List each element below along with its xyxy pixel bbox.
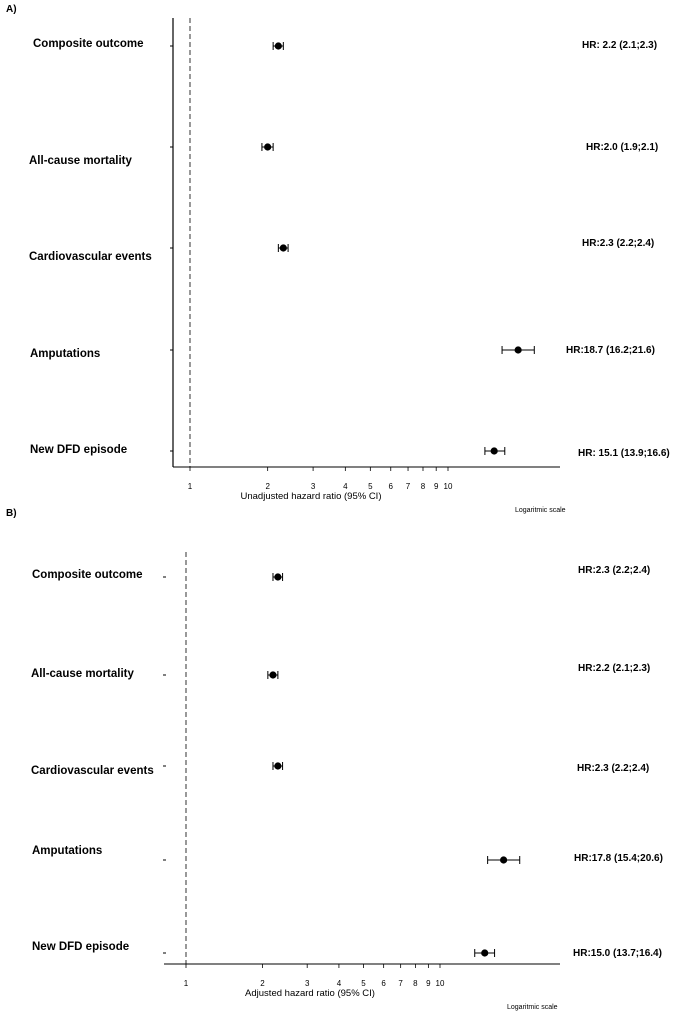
row-label-cardiovascular-events: Cardiovascular events	[29, 251, 152, 263]
x-tick-label: 3	[310, 482, 316, 491]
x-tick-label: 1	[183, 979, 189, 988]
row-label-amputations: Amputations	[32, 845, 103, 857]
x-tick-label: 9	[433, 482, 439, 491]
x-tick-label: 2	[260, 979, 265, 988]
hr-value-all-cause-mortality: HR:2.0 (1.9;2.1)	[586, 142, 659, 153]
hr-point	[274, 762, 281, 769]
x-tick-label: 2	[265, 482, 270, 491]
hr-value-composite-outcome: HR: 2.2 (2.1;2.3)	[582, 40, 658, 51]
x-tick-label: 9	[426, 979, 431, 988]
forest-plot-panel-b	[0, 505, 674, 1015]
hr-value-amputations: HR:17.8 (15.4;20.6)	[574, 853, 663, 864]
row-label-composite-outcome: Composite outcome	[32, 569, 143, 581]
hr-point	[515, 346, 522, 353]
hr-value-cardiovascular-events: HR:2.3 (2.2;2.4)	[582, 238, 655, 249]
x-tick-label: 10	[443, 482, 453, 491]
hr-value-all-cause-mortality: HR:2.2 (2.1;2.3)	[578, 663, 651, 674]
row-label-all-cause-mortality: All-cause mortality	[31, 668, 134, 680]
hr-point	[481, 949, 488, 956]
x-tick-label: 5	[361, 979, 366, 988]
hr-point	[269, 671, 276, 678]
x-tick-label: 7	[405, 482, 411, 491]
row-label-amputations: Amputations	[30, 348, 101, 360]
hr-value-cardiovascular-events: HR:2.3 (2.2;2.4)	[577, 763, 650, 774]
x-tick-label: 5	[368, 482, 373, 491]
forest-plot-svg-b	[0, 505, 674, 1015]
hr-point	[491, 447, 498, 454]
hr-value-new-dfd-episode: HR: 15.1 (13.9;16.6)	[578, 448, 670, 459]
x-tick-label: 10	[435, 979, 445, 988]
x-tick-label: 6	[388, 482, 393, 491]
hr-point	[264, 143, 271, 150]
x-tick-label: 6	[381, 979, 386, 988]
hr-value-composite-outcome: HR:2.3 (2.2;2.4)	[578, 565, 651, 576]
x-tick-label: 1	[187, 482, 193, 491]
hr-point	[500, 856, 507, 863]
hr-value-amputations: HR:18.7 (16.2;21.6)	[566, 345, 655, 356]
hr-point	[275, 42, 282, 49]
scale-note-b: Logaritmic scale	[507, 1004, 558, 1011]
x-tick-label: 8	[420, 482, 426, 491]
hr-point	[274, 573, 281, 580]
row-label-new-dfd-episode: New DFD episode	[30, 444, 128, 456]
x-tick-label: 4	[343, 482, 348, 491]
hr-point	[280, 244, 287, 251]
row-label-all-cause-mortality: All-cause mortality	[29, 155, 132, 167]
row-label-new-dfd-episode: New DFD episode	[32, 941, 130, 953]
panel-b-letter: B)	[6, 508, 17, 519]
x-axis-label-a: Unadjusted hazard ratio (95% CI)	[240, 491, 382, 502]
row-label-composite-outcome: Composite outcome	[33, 38, 144, 50]
scale-note-a: Logaritmic scale	[515, 507, 566, 514]
x-tick-label: 3	[304, 979, 310, 988]
x-tick-label: 7	[398, 979, 403, 988]
row-label-cardiovascular-events: Cardiovascular events	[31, 765, 154, 777]
hr-value-new-dfd-episode: HR:15.0 (13.7;16.4)	[573, 948, 662, 959]
x-axis-label-b: Adjusted hazard ratio (95% CI)	[245, 988, 375, 999]
x-tick-label: 8	[413, 979, 418, 988]
x-tick-label: 4	[336, 979, 342, 988]
panel-a-letter: A)	[6, 4, 17, 15]
